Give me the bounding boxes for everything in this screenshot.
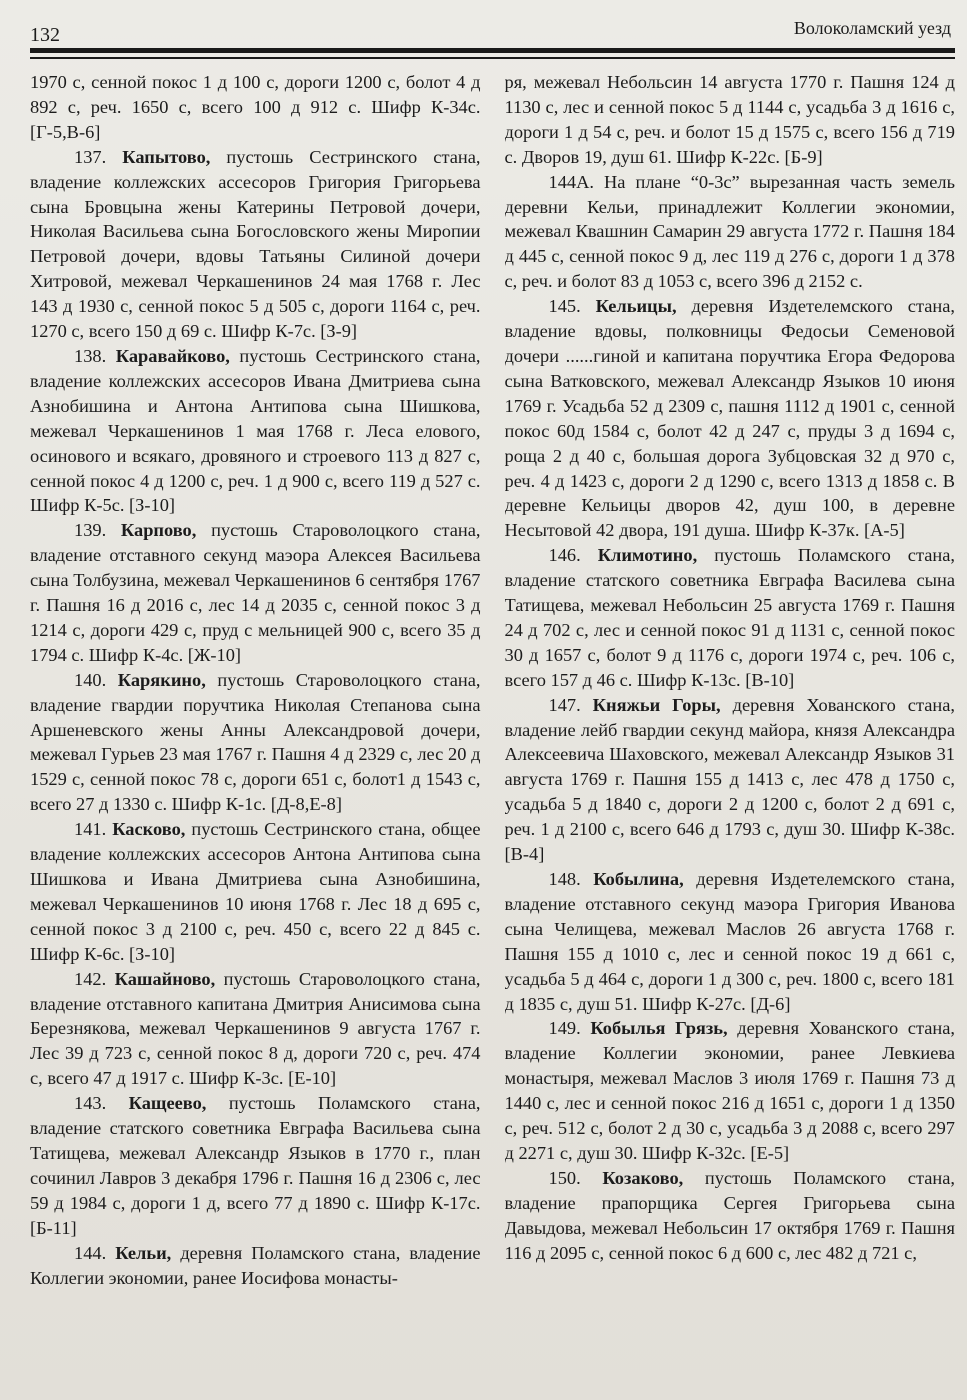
entry-text: деревня Хованского стана, владение лейб гвардии секунд майора, князя Александра Алексеевича Шаховского, межевал Александр Языков 31 августа 1769 г. Пашня 155 д 1413 с, лес 478 д 1750 с, усадьба 5 д 1840 с, дороги 2 д 1200 с, болот 2 д 691 с, реч. 1 д 2100 с, всего 646 д 1793 с, душ 30. Шифр К-38с. [В-4] <box>504 694 955 865</box>
entry-name: Княжьи Горы, <box>592 694 721 715</box>
entry-number: 139. <box>74 520 107 541</box>
entry-name: Карякино, <box>117 669 206 690</box>
running-title: Волоколамский уезд <box>793 18 951 38</box>
entry-142 <box>30 967 481 1092</box>
entry-text: пустошь Поламского стана, владение статского советника Евграфа Васильева сына Татищева, межевал Александр Языков в 1770 г., план сочинил Лавров 3 декабря 1796 г. Пашня 16 д 2306 с, лес 59 д 1984 с, дороги 1 д, всего 77 д 1890 с. Шифр К-17с. [Б-11] <box>30 1093 481 1238</box>
entry-number: 144. <box>74 1242 107 1263</box>
text-columns <box>30 70 955 1400</box>
header-rule-thin <box>30 57 955 59</box>
entry-144a <box>505 170 956 295</box>
entry-148 <box>505 867 956 1016</box>
entry-144 <box>30 1241 481 1291</box>
entry-name: Карпово, <box>120 520 197 541</box>
entry-text: пустошь Староволоцкого стана, владение гвардии поручтика Николая Степанова сына Аршеневского жены Анны Александровой дочери, межевал Гурьев 23 мая 1767 г. Пашня 4 д 2329 с, лес 20 д 1529 с, сенной покос 78 с, дороги 651 с, болот1 д 1543 с, всего 27 д 1330 с. Шифр К-1с. [Д-8,Е-8] <box>30 669 481 815</box>
entry-name: Касково, <box>112 819 186 840</box>
entry-text: деревня Хованского стана, владение Коллегии экономии, ранее Левкиева монастыря, межевал Маслов 3 июля 1769 г. Пашня 73 д 1440 с, лес и сенной покос 216 д 1651 с, дороги 1 д 1350 с, реч. 512 с, болот 2 д 30 с, усадьба 3 д 2088 с, всего 297 д 2271 с, душ 30. Шифр К-32с. [Е-5] <box>504 1018 955 1163</box>
entry-137 <box>30 145 481 344</box>
entry-number: 149. <box>548 1018 581 1039</box>
entry-139 <box>30 518 481 667</box>
entry-name: Кащеево, <box>128 1093 207 1114</box>
entry-name: Кобылина, <box>593 869 684 889</box>
entry-text: пустошь Сестринского стана, владение коллежских ассесоров Григория Григорьева сына Бровцына жены Катерины Петровой дочери, Николая Васильева сына Богословского жены Миропии Петровой дочери, вдовы Татьяны Силиной дочери Хитровой, межевал Черкашенинов 24 мая 1768 г. Лес 143 д 1930 с, сенной покос 5 д 505 с, дороги 1164 с, реч. 1270 с, всего 150 д 69 с. Шифр К-7с. [З-9] <box>30 146 481 342</box>
entry-text: пустошь Сестринского стана, владение коллежских ассесоров Ивана Дмитриева сына Азнобишина и Антона Антипова сына Шишкова, межевал Черкашенинов 1 мая 1768 г. Леса елового, осинового и всякаго, дровяного и строевого 113 д 827 с, сенной покос 4 д 1200 с, реч. 1 д 900 с, всего 119 д 527 с. Шифр К-5с. [З-10] <box>30 345 481 516</box>
entry-147 <box>505 693 956 867</box>
entry-number: 145. <box>548 296 581 317</box>
entry-145 <box>505 294 956 543</box>
entry-name: Кельицы, <box>595 296 677 317</box>
entry-text: На плане “0-3с” вырезанная часть земель деревни Кельи, принадлежит Коллегии экономии, межевал Квашнин Самарин 29 августа 1772 г. Пашня 184 д 445 с, сенной покос 9 д, лес 119 д 276 с, дороги 1 д 378 с, реч. и болот 83 д 1053 с, всего 396 д 2152 с. <box>504 171 955 292</box>
entry-text: пустошь Поламского стана, владение прапорщика Сергея Григорьева сына Давыдова, межевал Небольсин 17 октября 1769 г. Пашня 116 д 2095 с, сенной покос 6 д 600 с, лес 482 д 721 с, <box>504 1167 955 1263</box>
right-column <box>505 70 956 1400</box>
entry-140 <box>30 668 481 817</box>
entry-141 <box>30 817 481 966</box>
entry-name: Каравайково, <box>115 345 230 366</box>
continuation-text: ря, межевал Небольсин 14 августа 1770 г. Пашня 124 д 1130 с, лес и сенной покос 5 д 1144 с, усадьба 3 д 1616 с, дороги 1 д 54 с, реч. и болот 15 д 1575 с, всего 156 д 719 с. Дворов 19, душ 61. Шифр К-22с. [Б-9] <box>504 72 955 167</box>
entry-text: деревня Издетелемского стана, владение вдовы, полковницы Федосьи Семеновой дочери ......гиной и капитана поручтика Егора Федорова сына Ватковского, межевал Александр Языков 10 июня 1769 г. Усадьба 52 д 2309 с, пашня 1112 д 1901 с, сенной покос 60д 1584 с, болот 42 д 247 с, пруды 3 д 1694 с, роща 2 д 40 с, большая дорога Зубцовская 32 д 970 с, реч. 4 д 1423 с, дороги 2 д 1290 с, всего 1313 д 1858 с. В деревне Кельицы дворов 42, душ 100, в деревне Несытовой 42 двора, 191 душа. Шифр К-37к. [А-5] <box>504 296 955 541</box>
page-number: 132 <box>30 24 60 46</box>
page-header <box>30 10 955 50</box>
entry-143 <box>30 1091 481 1240</box>
entry-number: 150. <box>548 1167 581 1188</box>
entry-number: 148. <box>548 869 581 889</box>
entry-149 <box>505 1016 956 1165</box>
header-rule-thick <box>30 48 955 53</box>
entry-name: Климотино, <box>597 545 698 566</box>
entry-number: 147. <box>548 694 581 715</box>
entry-text: пустошь Сестринского стана, общее владение коллежских ассесоров Антона Антипова сына Шишкова и Ивана Дмитриева сына Азнобишина, межевал Черкашенинов 10 июня 1768 г. Лес 18 д 695 с, сенной покос 3 д 2100 с, реч. 450 с, всего 22 д 845 с. Шифр К-6с. [З-10] <box>30 819 481 964</box>
left-column <box>30 70 481 1400</box>
entry-name: Кельи, <box>115 1242 172 1263</box>
entry-name: Кашайново, <box>114 968 216 989</box>
entry-text: пустошь Староволоцкого стана, владение отставного капитана Дмитрия Анисимова сына Березнякова, межевал Черкашенинов 9 августа 1767 г. Лес 39 д 723 с, сенной покос 8 д, дороги 720 с, реч. 474 с, всего 47 д 1917 с. Шифр К-3с. [Е-10] <box>30 968 481 1089</box>
entry-text: пустошь Староволоцкого стана, владение отставного секунд маэора Алексея Васильева сына Толбузина, межевал Черкашенинов 6 сентября 1767 г. Пашня 16 д 2016 с, лес 14 д 2035 с, сенной покос 3 д 1214 с, дороги 429 с, пруд с мельницей 900 с, всего 35 д 1794 с. Шифр К-4с. [Ж-10] <box>30 520 481 665</box>
entry-number: 141. <box>74 819 107 840</box>
continuation-text: 1970 с, сенной покос 1 д 100 с, дороги 1200 с, болот 4 д 892 с, реч. 1650 с, всего 100 д 912 с. Шифр К-34с. [Г-5,В-6] <box>30 72 481 142</box>
entry-146 <box>505 543 956 692</box>
entry-text: деревня Издетелемского стана, владение отставного секунд маэора Григория Иванова сына Челищева, межевал Маслов 26 августа 1768 г. Пашня 155 д 1010 с, лес и сенной покос 19 д 661 с, усадьба 5 д 464 с, дороги 1 д 300 с, реч. 1800 с, всего 181 д 1835 с, душ 51. Шифр К-27с. [Д-6] <box>504 869 955 1014</box>
entry-number: 137. <box>74 146 107 167</box>
entry-number: 146. <box>548 545 581 566</box>
entry-name: Козаково, <box>602 1167 684 1188</box>
entry-number: 144А. <box>548 171 594 192</box>
entry-name: Кобылья Грязь, <box>590 1018 728 1039</box>
entry-number: 138. <box>74 345 107 366</box>
entry-150 <box>505 1166 956 1266</box>
entry-name: Капытово, <box>122 146 211 167</box>
entry-number: 143. <box>74 1093 107 1114</box>
entry-138 <box>30 344 481 518</box>
entry-text: пустошь Поламского стана, владение статского советника Евграфа Василева сына Татищева, межевал Небольсин 25 августа 1769 г. Пашня 24 д 702 с, лес и сенной покос 91 д 1131 с, сенной покос 30 д 1657 с, болот 9 д 1176 с, дороги 1974 с, реч. 106 с, всего 157 д 46 с. Шифр К-13с. [В-10] <box>504 545 955 690</box>
entry-number: 140. <box>74 669 107 690</box>
entry-text: деревня Поламского стана, владение Коллегии экономии, ранее Иосифова монасты- <box>30 1242 481 1288</box>
entry-number: 142. <box>74 968 107 989</box>
